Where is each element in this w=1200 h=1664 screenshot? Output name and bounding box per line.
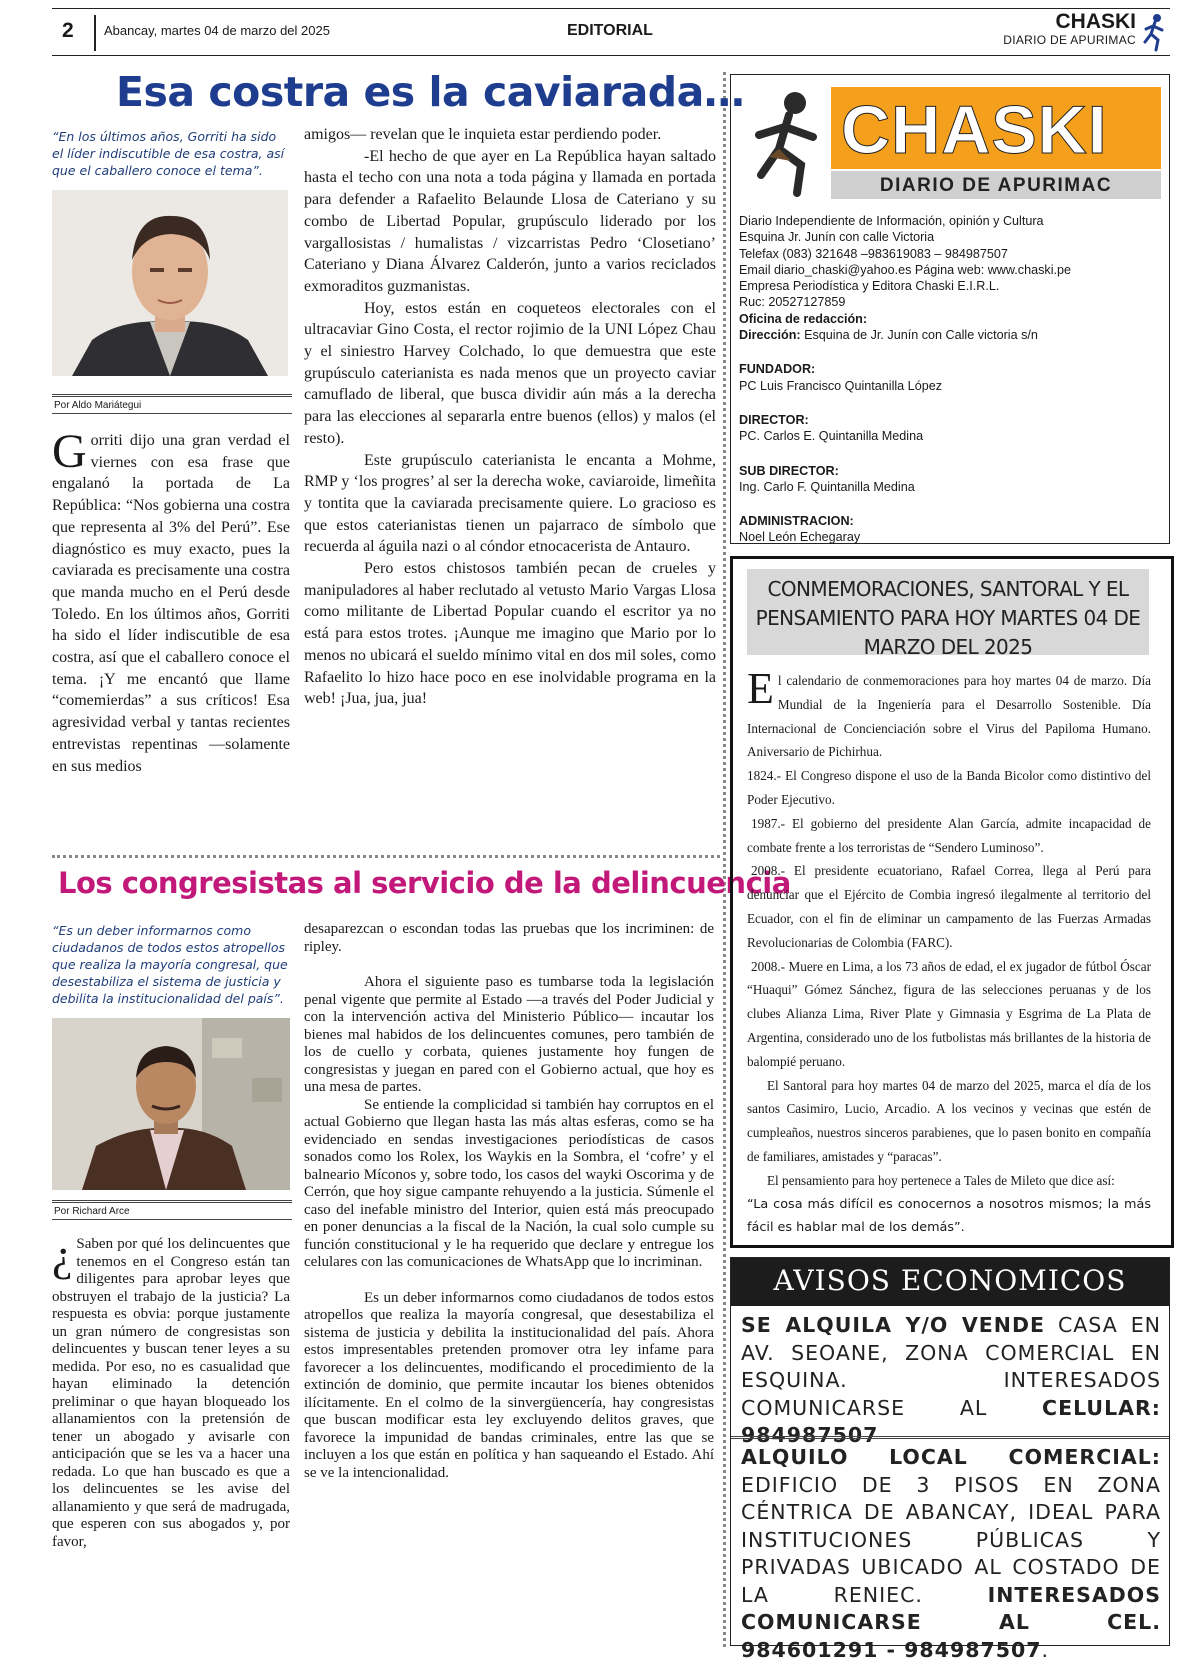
conmemoraciones-title-box — [747, 569, 1149, 659]
runner-icon — [739, 83, 835, 199]
info-line: Telefax (083) 321648 –983619083 – 984987507 — [739, 246, 1008, 261]
author-photo-richard — [52, 1018, 290, 1190]
conmem-paragraph: l calendario de conmemoraciones para hoy martes 04 de marzo. Día Mundial de la Ingeniería para el Desarrollo Sostenible. Día Internacional de Concienciación sobre el Virus del Papiloma Humano. Aniversario de Pichirhua. — [747, 673, 1151, 760]
masthead-box — [730, 74, 1170, 544]
article1-paragraph: -El hecho de que ayer en La República hayan saltado hasta el techo con una nota a toda página y llamada en portada para defender a Rafaelito Belaunde Llosa de Cateriano y su combo de Libertad Popular, grupúsculo liderado por los vargallosistas / humalistas / vizcarristas Pedro ‘Closetiano’ Cateriano y Diana Álvarez Calderón, junto a varios reciclados exmoraditos guzmanistas. — [304, 147, 716, 295]
conmemoraciones-body — [747, 664, 1151, 1240]
article1-col1-text: orriti dijo una gran verdad el viernes con esa frase que engalanó la portada de La República: “Nos gobierna una costra que representa al 3% del Perú”. Ese diagnóstico es muy exacto, pues la caviarada es precisamente una costra que manda mucho en el Perú desde Toledo. En los últimos años, Gorriti ha sido el líder indiscutible de esa costra, así que el caballero conoce el tema. ¡Y me encantó que llame “comemierdas” a sus críticos! Esa agresividad verbal y tantas recientes entrevistas repentinas —solamente en sus medios — [52, 432, 290, 775]
article2-dropcap: ¿ — [52, 1229, 73, 1280]
aviso-local — [741, 1444, 1161, 1664]
conmem-paragraph: 1824.- El Congreso dispone el uso de la Banda Bicolor como distintivo del Poder Ejecutivo. — [747, 768, 1151, 807]
conmem-paragraph: 2008.- Muere en Lima, a los 73 años de edad, el ex jugador de fútbol Óscar “Huaqui” Gómez Sánchez, figura de las selecciones peruanas y de los clubes Alianza Lima, River Plate y Gimnasia y Esgrima de La Plata de Argentina, considerado uno de los futbolistas más brillantes de la historia de balompié peruano. — [747, 958, 1151, 1069]
issue-date: Abancay, martes 04 de marzo del 2025 — [104, 23, 330, 38]
aviso1-heading: SE ALQUILA Y/O VENDE — [741, 1313, 1045, 1337]
article2-pull-quote: “Es un deber informarnos como ciudadanos de todos estos atropellos que realiza la mayoría congresal, que desestabiliza el sistema de justicia y debilita la institucionalidad del país”. — [52, 923, 288, 1006]
logo-banner — [831, 87, 1161, 169]
article1-column1 — [52, 425, 290, 777]
subdirector-value: Ing. Carlo F. Quintanilla Medina — [739, 479, 915, 494]
conmem-paragraph: El Santoral para hoy martes 04 de marzo del 2025, marca el día de los santos Casimiro, Lucio, Arcadio. A los vecinos y vecinas que estén de cumpleaños, nuestros sinceros parabienes, que lo pasen bonito en compañía de familiares, amistades y “paracas”. — [747, 1077, 1151, 1164]
article1-paragraph: Hoy, estos están en coqueteos electorales con el ultracaviar Gino Costa, el rector rojimio de la UNI López Chau y el siniestro Harvey Colchado, lo que demuestra que este grupúsculo caterianista es nada menos que un proyecto caviar camuflado de liberal, que busca dividir aún más a la derecha para las elecciones al separarla entre buenos (ellos) y malos (el resto). — [304, 299, 716, 447]
fundador-label: FUNDADOR: — [739, 362, 816, 377]
direccion-label: Dirección: — [739, 328, 801, 343]
masthead-info — [739, 213, 1159, 546]
avisos-header — [731, 1258, 1169, 1306]
logo-subtitle-bar — [831, 171, 1161, 199]
conmem-paragraph: 1987.- El gobierno del presidente Alan García, admite incapacidad de combate frente a los terroristas de “Sendero Luminoso”. — [747, 815, 1151, 855]
direccion-value: Esquina de Jr. Junín con Calle victoria s/n — [800, 328, 1038, 343]
avisos-title: AVISOS ECONOMICOS — [773, 1264, 1127, 1297]
brand-subtitle: DIARIO DE APURIMAC — [1003, 33, 1136, 47]
logo-text: CHASKI — [841, 92, 1108, 168]
pensamiento-quote: “La cosa más difícil es conocernos a nosotros mismos; la más fácil es hablar mal de los demás”. — [747, 1196, 1151, 1236]
logo-subtitle: DIARIO DE APURIMAC — [879, 175, 1113, 196]
article1-paragraph: Pero estos chistosos también pecan de crueles y manipuladores al haber reclutado al vetusto Mario Vargas Llosa como militante de Libertad Popular cuando el escritor ya no está para estos trotes. ¡Aunque me imagino que Mario por lo menos no ubicará el sueldo mínimo vital en dos mil soles, como Rafaelito lo hizo hace poco en ese inolvidable programa en la web! ¡Jua, jua, jua! — [304, 560, 716, 708]
section-title: EDITORIAL — [567, 22, 653, 39]
page-header — [52, 8, 1170, 56]
subdirector-label: SUB DIRECTOR: — [739, 463, 839, 478]
conmem-paragraph: 2008.- El presidente ecuatoriano, Rafael Correa, llega al Perú para denunciar que el Ejército de Combia ingresó ilegalmente al territorio del Ecuador, con el fin de eliminar un campamento de las Fuerzas Armadas Revolucionarias de Colombia (FARC). — [747, 863, 1151, 950]
director-label: DIRECTOR: — [739, 412, 809, 427]
oficina-label: Oficina de redacción: — [739, 311, 868, 326]
author-photo-aldo — [52, 190, 288, 376]
info-line: Diario Independiente de Información, opinión y Cultura — [739, 214, 1044, 228]
article2-headline: Los congresistas al servicio de la delincuencia — [58, 866, 791, 900]
chaski-logo — [831, 87, 1161, 199]
header-divider — [94, 15, 96, 51]
article2-column1 — [52, 1229, 290, 1551]
article2-paragraph: Ahora el siguiente paso es tumbarse toda la legislación penal vigente que permite al Estado —a través del Poder Judicial y con la intervención activa del Ministerio Público— incautar los bienes mal habidos de los delincuentes comunes, pero también de los de cuello y corbata, quienes justamente hoy fungen de congresistas y juegan en pared con el Gobierno actual, que hoy es una mesa de partes. — [304, 974, 714, 1095]
info-line: Esquina Jr. Junín con calle Victoria — [739, 230, 935, 245]
avisos-box — [730, 1257, 1170, 1662]
article1-paragraph: Este grupúsculo caterianista le encanta a Mohme, RMP y ‘los progres’ al ser la derecha woke, caviaroide, limeñita y tontita que la caviarada precisamente quiere. Lo gracioso es que estos caterianistas tienen un pajarraco de símbolo que recuerda al águila nazi o al cóndor etnocacerista de Antauro. — [304, 451, 716, 556]
conmemoraciones-box — [730, 556, 1174, 1248]
conmem-paragraph: El pensamiento para hoy pertenece a Tales de Mileto que dice así: — [767, 1172, 1115, 1188]
admin-label: ADMINISTRACION: — [739, 514, 854, 529]
column-separator — [723, 72, 726, 1647]
conmemoraciones-title: CONMEMORACIONES, SANTORAL Y EL PENSAMIENTO PARA HOY MARTES 04 DE MARZO DEL 2025 — [755, 577, 1141, 659]
article2-column2 — [304, 921, 714, 1482]
info-line: Empresa Periodística y Editora Chaski E.I.R.L. — [739, 279, 1000, 294]
aviso2-text: EDIFICIO DE 3 PISOS EN ZONA CÉNTRICA DE ABANCAY, IDEAL PARA INSTITUCIONES PÚBLICAS Y PRIVADAS UBICADO AL COSTADO DE LA RENIEC. — [741, 1472, 1161, 1607]
conmemoraciones-dropcap: E — [747, 664, 774, 713]
page-number: 2 — [62, 19, 74, 42]
article2-paragraph: Es un deber informarnos como ciudadanos de todos estos atropellos que realiza la mayoría congresal, que desestabiliza el sistema de justicia y debilita la institucionalidad del país. Ahora estos impresentables pretenden promover otra ley infame para favorecer a los delincuentes, modificando el procedimiento de la extinción de dominio, que permite incautar los bienes obtenidos ilícitamente. En el colmo de la sinvergüencería, hay congresistas que buscan modificar esta ley excluyendo delitos graves, que favorece la impunidad de bandas criminales, entre las que se incluyen a los que están en política y han saqueando el Estado. Ahí se ve la intencionalidad. — [304, 1289, 714, 1481]
article1-paragraph: amigos— revelan que le inquieta estar perdiendo poder. — [304, 126, 662, 143]
info-line: Ruc: 20527127859 — [739, 295, 846, 310]
article1-column2 — [304, 124, 716, 710]
aviso2-end: . — [1041, 1637, 1050, 1662]
article2-byline: Por Richard Arce — [52, 1200, 292, 1220]
director-value: PC. Carlos E. Quintanilla Medina — [739, 429, 924, 444]
article2-paragraph: Se entiende la complicidad si también hay corruptos en el actual Gobierno que llegan hasta las más altas esferas, como se ha evidenciado en sendas investigaciones periodísticas de casos sonados como los Rolex, los Waykis en la Sombra, el ‘cofre’ y el balneario Míconos y, sobre todo, los casos del wayki Oscorima y de Cerrón, que hoy sigue campante rehuyendo a la justicia. Súmenle el caso del inefable ministro del Interior, quien está más preocupado en poner denuncias a la fiscal de la Nación, la cual solo cumple su función constitucional y le ha requerido que declare y entregue los celulares con las comunicaciones de WhatsApp que lo incriminan. — [304, 1096, 714, 1270]
article2-paragraph: desaparezcan o escondan todas las pruebas que los incriminen: de ripley. — [304, 921, 714, 955]
article1-pull-quote: “En los últimos años, Gorriti ha sido el líder indiscutible de esa costra, así que el caballero conoce el tema”. — [52, 129, 285, 178]
aviso1-phone: CELULAR: 984987507 — [741, 1395, 1161, 1447]
aviso-separator — [731, 1436, 1169, 1439]
aviso1-text: CASA EN AV. SEOANE, ZONA COMERCIAL EN ESQUINA. INTERESADOS COMUNICARSE AL — [741, 1313, 1161, 1420]
info-line: Email diario_chaski@yahoo.es Página web: www.chaski.pe — [739, 262, 1071, 277]
fundador-value: PC Luis Francisco Quintanilla López — [739, 378, 943, 393]
article1-dropcap: G — [52, 425, 87, 478]
aviso-casa — [741, 1312, 1161, 1450]
header-brand — [1003, 11, 1136, 47]
article1-byline: Por Aldo Mariátegui — [52, 394, 292, 414]
article1-headline: Esa costra es la caviarada… — [116, 68, 745, 116]
article2-col1-text: Saben por qué los delincuentes que tenemos en el Congreso están tan diligentes para aprobar leyes que obstruyen el trabajo de la justicia? La respuesta es obvia: porque justamente un gran número de congresistas son delincuentes y buscan tener leyes a su medida. Por eso, no es casualidad que hayan eliminado la detención preliminar o que hayan bloqueado los allanamientos con la pretensión de tener un abogado y avisarle con anticipación que se les va a hacer una redada. Lo que han buscado es que a los delincuentes se les avise del allanamiento y que será de madrugada, que esperen con sus abogados y, por favor, — [52, 1236, 290, 1550]
runner-logo-icon — [1140, 12, 1170, 52]
aviso2-heading: ALQUILO LOCAL COMERCIAL: — [741, 1445, 1161, 1469]
aviso2-contact: INTERESADOS COMUNICARSE AL CEL. 984601291 - 984987507 — [741, 1582, 1161, 1662]
brand-name: CHASKI — [1055, 10, 1136, 33]
admin-value: Noel León Echegaray — [739, 530, 861, 545]
article-separator — [52, 855, 720, 858]
